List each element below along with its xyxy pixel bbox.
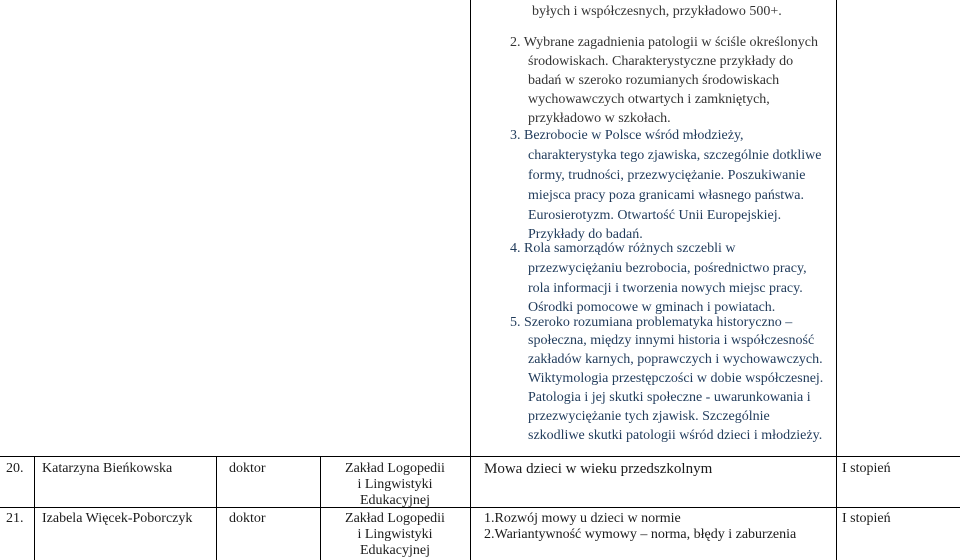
item3-line: 3. Bezrobocie w Polsce wśród młodzieży, — [510, 128, 744, 143]
col-divider-name — [34, 456, 35, 560]
item3-line: miejsca pracy poza granicami własnego państwa. — [528, 188, 805, 203]
intro-tail: byłych i współczesnych, przykładowo 500+. — [532, 4, 782, 19]
item5-line: przezwyciężanie tych zjawisk. Szczególnie — [528, 409, 770, 424]
row-number: 21. — [6, 511, 24, 526]
item2-line: badań w szeroko rozumianych środowiskach — [528, 73, 780, 88]
item3-line: Przykłady do badań. — [528, 227, 643, 242]
study-level: I stopień — [842, 511, 891, 526]
item3-line: Eurosierotyzm. Otwartość Unii Europejskiej. — [528, 208, 782, 223]
item2-line: 2. Wybrane zagadnienia patologii w ściśle określonych — [510, 35, 818, 50]
item3-line: charakterystyka tego zjawiska, szczególnie dotkliwe — [528, 148, 822, 163]
item4-line: rola informacji i tworzenia nowych miejsc pracy. — [528, 281, 803, 296]
unit-line: i Lingwistyki — [357, 527, 433, 542]
study-level: I stopień — [842, 461, 891, 476]
thesis-topic: Mowa dzieci w wieku przedszkolnym — [484, 461, 713, 477]
item4-line: przezwyciężaniu bezrobocia, pośrednictwo pracy, — [528, 261, 807, 276]
academic-title: doktor — [229, 461, 266, 476]
item4-line: Ośrodki pomocowe w gminach i powiatach. — [528, 300, 776, 315]
thesis-topic: 2.Wariantywność wymowy – norma, błędy i zaburzenia — [484, 527, 797, 542]
supervisor-name: Katarzyna Bieńkowska — [42, 461, 173, 476]
unit-line: Zakład Logopedii — [345, 511, 445, 526]
row-number: 20. — [6, 461, 24, 476]
unit-line: Edukacyjnej — [360, 493, 430, 508]
item2-line: środowiskach. Charakterystyczne przykłady do — [528, 54, 794, 69]
item5-line: Patologia i jej skutki społeczne - uwarunkowania i — [528, 390, 811, 405]
item5-line: zakładów karnych, poprawczych i wychowawczych. — [528, 352, 823, 367]
item5-line: społeczna, między innymi historia i współczesność — [528, 333, 815, 348]
row-divider-top — [0, 456, 960, 457]
col-divider-level — [836, 456, 837, 560]
col-divider-title — [216, 456, 217, 560]
item2-line: wychowawczych otwartych i zamkniętych, — [528, 92, 770, 107]
unit-line: i Lingwistyki — [357, 477, 433, 492]
col-divider-topic — [470, 456, 471, 560]
supervisor-name: Izabela Więcek-Poborczyk — [42, 511, 193, 526]
item5-line: 5. Szeroko rozumiana problematyka historyczno – — [510, 315, 793, 330]
item5-line: Wiktymologia przestępczości w dobie współczesnej. — [528, 371, 824, 386]
academic-title: doktor — [229, 511, 266, 526]
table-border-right-top — [836, 0, 837, 456]
item3-line: formy, trudności, przezwyciężanie. Poszukiwanie — [528, 168, 806, 183]
unit-line: Zakład Logopedii — [345, 461, 445, 476]
item4-line: 4. Rola samorządów różnych szczebli w — [510, 241, 736, 256]
item2-line: przykładowo w szkołach. — [528, 111, 671, 126]
row-divider-20-21 — [0, 507, 960, 508]
unit-line: Edukacyjnej — [360, 543, 430, 558]
thesis-topic: 1.Rozwój mowy u dzieci w normie — [484, 511, 681, 526]
item5-line: szkodliwe skutki patologii wśród dzieci i młodzieży. — [528, 428, 823, 443]
table-border-left-top — [470, 0, 471, 456]
